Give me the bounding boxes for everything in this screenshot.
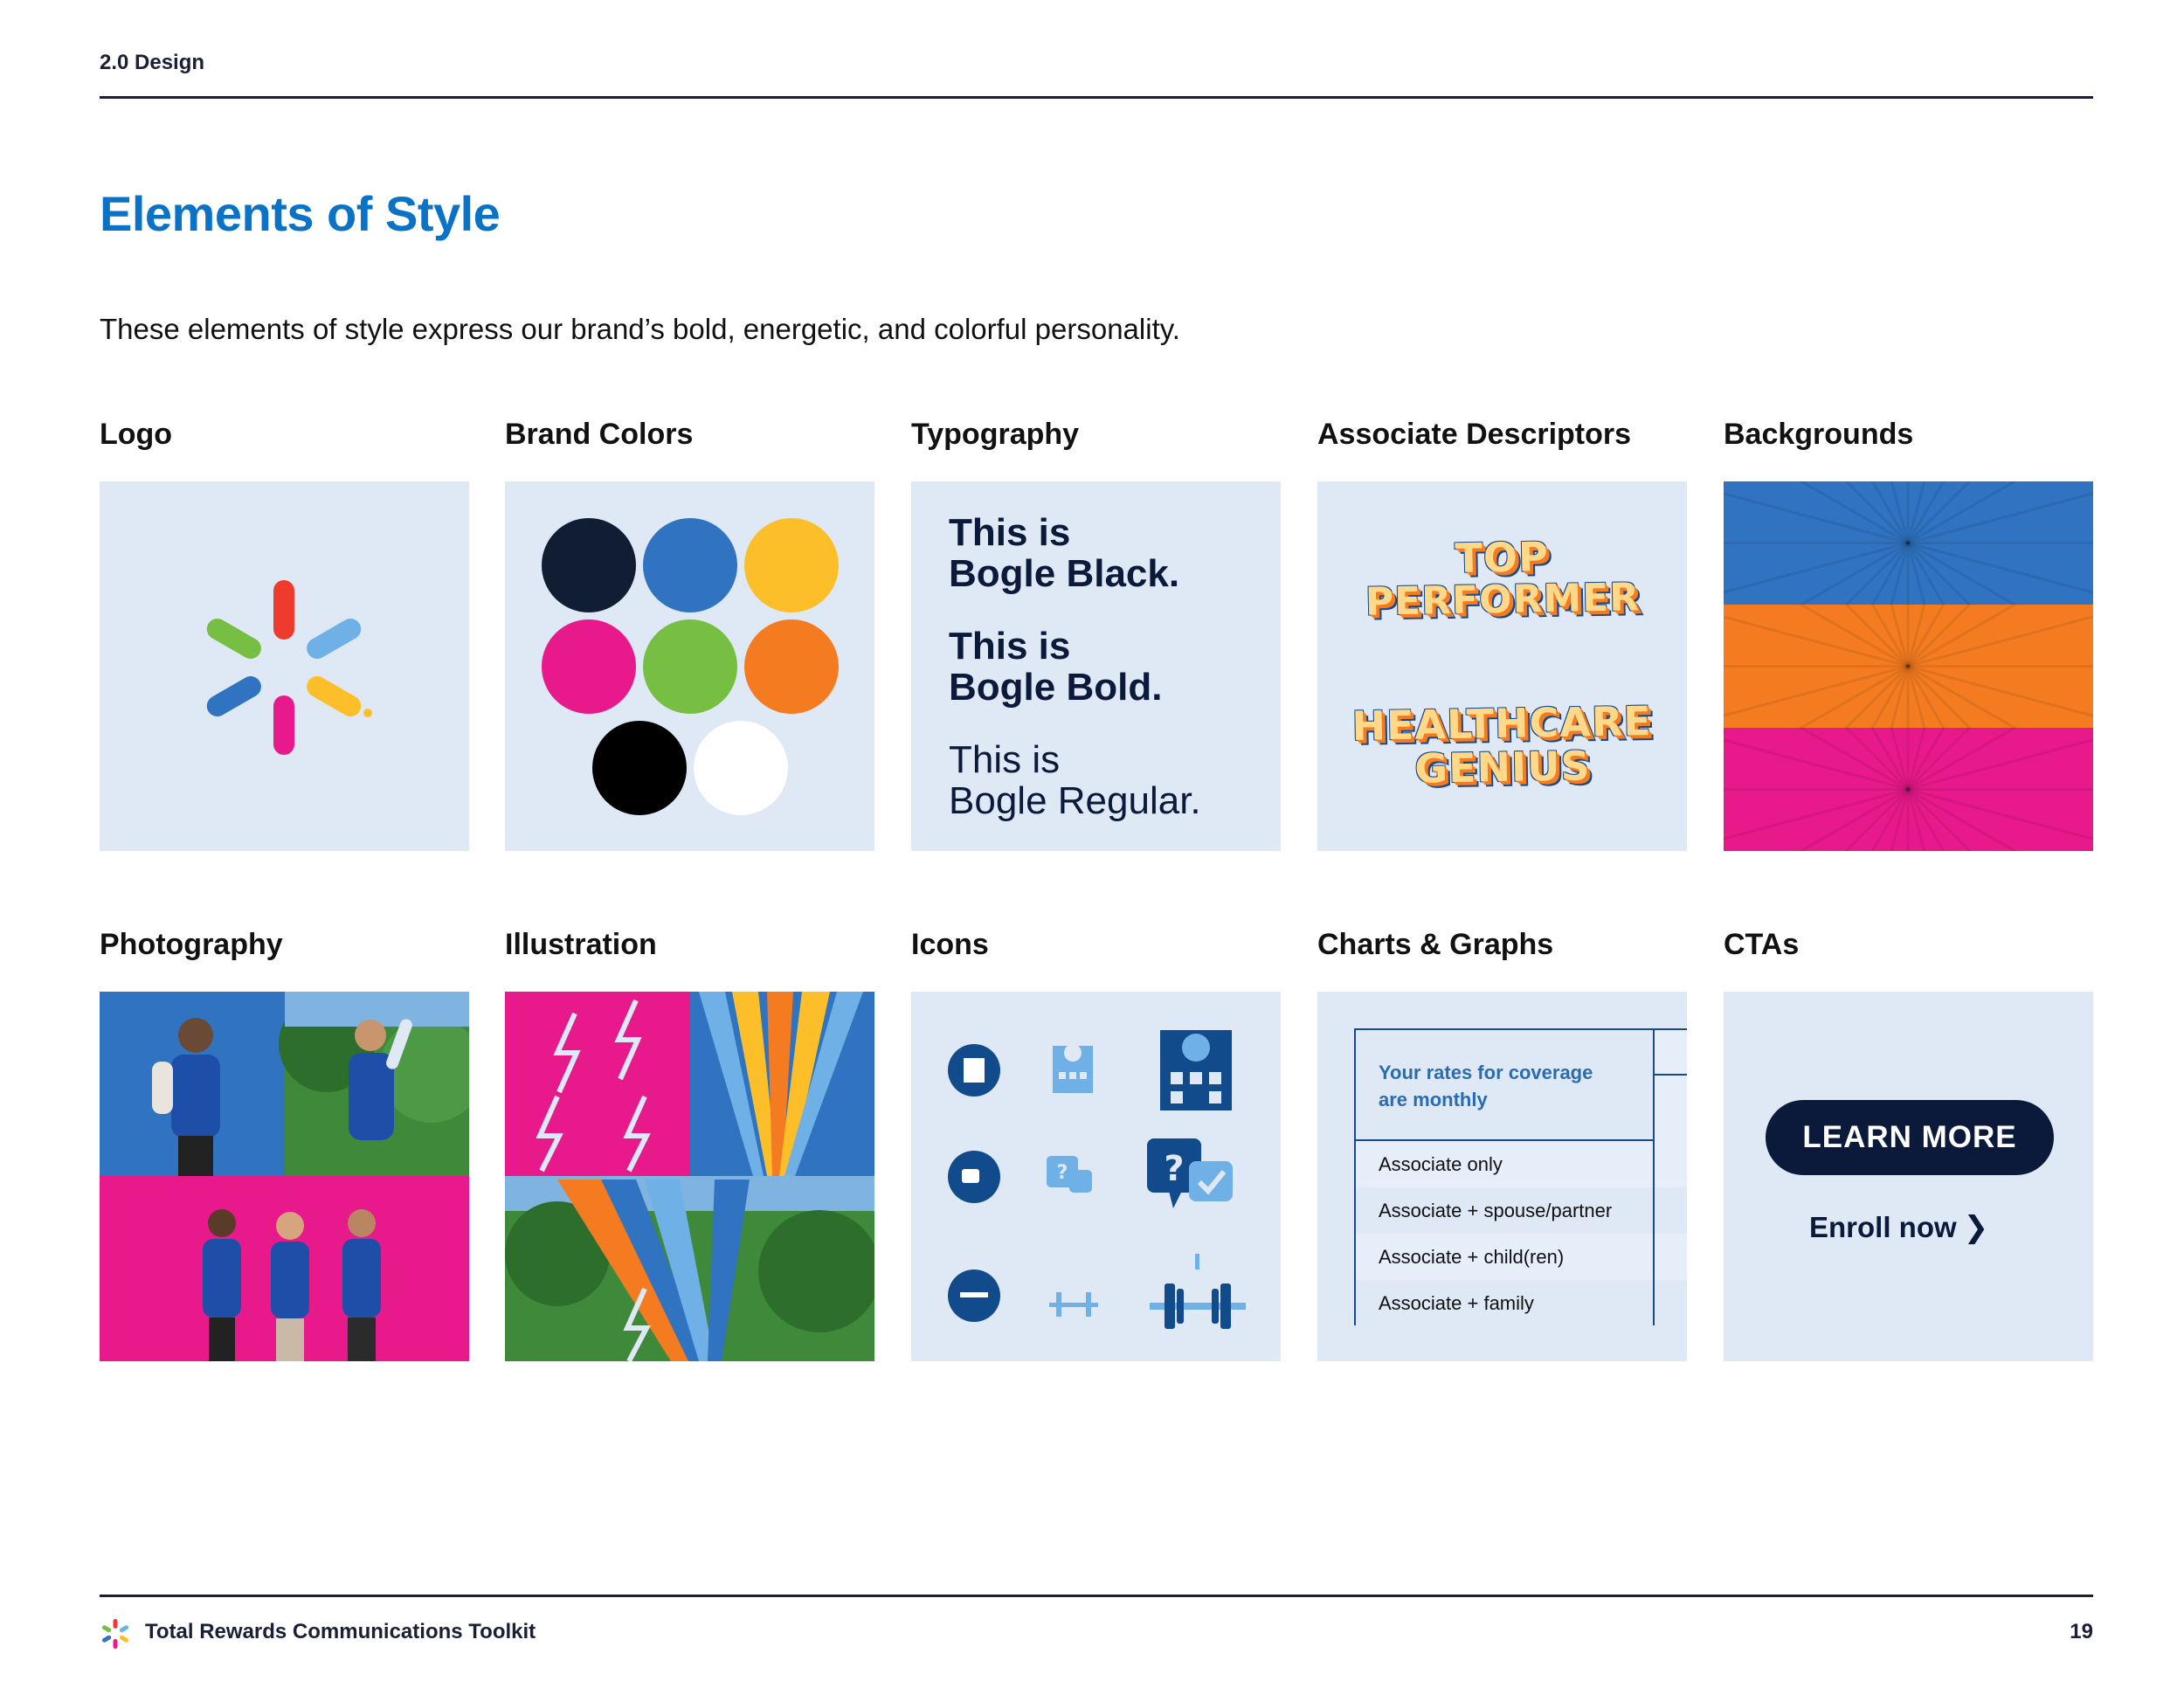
charts-tile [1317, 992, 1687, 1361]
rates-table [1354, 1028, 1687, 1325]
descriptor-healthcare-genius [1317, 696, 1687, 793]
rates-table-divider [1653, 1074, 1687, 1076]
ctas-tile [1724, 992, 2093, 1361]
rates-row-cell [1655, 1187, 1687, 1234]
rates-row: Associate + spouse/partner [1356, 1187, 1653, 1234]
fitness-circle-icon [948, 1269, 1000, 1322]
question-large-icon [1147, 1138, 1233, 1208]
color-swatch [744, 619, 839, 714]
ctas-heading: CTAs [1724, 928, 1800, 961]
hospital-small-icon [1053, 1044, 1093, 1093]
backgrounds-heading: Backgrounds [1724, 418, 1914, 451]
charts-heading: Charts & Graphs [1317, 928, 1554, 961]
photography-tile [100, 992, 469, 1361]
typography-heading: Typography [911, 418, 1080, 451]
color-swatch [592, 721, 687, 815]
descriptors-heading: Associate Descriptors [1317, 418, 1632, 451]
page-title: Elements of Style [100, 186, 501, 241]
color-swatch [643, 518, 737, 612]
descriptor-top: TOP [1455, 533, 1550, 582]
bogle-regular-line-2: Bogle Regular. [949, 778, 1201, 822]
enroll-now-link[interactable] [1809, 1210, 1988, 1245]
descriptor-genius: GENIUS [1413, 742, 1592, 792]
typography-tile [911, 481, 1281, 851]
descriptor-healthcare: HEALTHCARE [1351, 697, 1653, 750]
rates-row: Associate + child(ren) [1379, 1246, 1565, 1268]
fitness-large-icon [1150, 1254, 1246, 1329]
footer-title: Total Rewards Communications Toolkit [145, 1620, 536, 1643]
bogle-bold-line-2: Bogle Bold. [949, 665, 1163, 709]
color-swatch [542, 619, 636, 714]
bogle-regular-sample [949, 740, 1201, 821]
bogle-black-line-1: This is [949, 511, 1071, 554]
rates-table-header-text: Your rates for coverage are monthly [1379, 1062, 1593, 1110]
color-swatch [694, 721, 788, 815]
fitness-small-icon [1049, 1292, 1098, 1317]
color-swatch [643, 619, 737, 714]
spark-logo-icon [100, 481, 469, 851]
hospital-circle-icon [948, 1044, 1000, 1097]
footer-divider [100, 1595, 2093, 1597]
learn-more-button[interactable]: LEARN MORE [1766, 1100, 2054, 1175]
rates-row: Associate only [1379, 1153, 1503, 1175]
icons-tile [911, 992, 1281, 1361]
svg-text:?: ? [1164, 1149, 1185, 1189]
burst-backgrounds [1724, 481, 2093, 851]
rates-table-header [1356, 1030, 1653, 1141]
chevron-right-icon: ❯ [1963, 1211, 1989, 1244]
bogle-bold-sample [949, 626, 1162, 708]
rates-row-cell [1655, 1280, 1687, 1326]
hospital-large-icon [1160, 1030, 1232, 1110]
illustration-heading: Illustration [505, 928, 657, 961]
brand-colors-heading: Brand Colors [505, 418, 694, 451]
svg-text:?: ? [1056, 1162, 1068, 1184]
bogle-regular-line-1: This is [949, 738, 1061, 781]
question-small-icon [1047, 1156, 1092, 1193]
header-divider [100, 96, 2093, 99]
brand-colors-tile [505, 481, 874, 851]
question-circle-icon [948, 1151, 1000, 1203]
page-number: 19 [2070, 1620, 2093, 1643]
icons-grid [911, 992, 1281, 1361]
descriptor-top-performer [1317, 530, 1687, 625]
rates-row: Associate + family [1356, 1280, 1653, 1326]
illustration-collage [505, 992, 874, 1361]
spark-logo-small-icon [100, 1618, 131, 1650]
section-label: 2.0 Design [100, 51, 205, 74]
bogle-bold-line-1: This is [949, 625, 1071, 668]
photography-heading: Photography [100, 928, 283, 961]
illustration-tile [505, 992, 874, 1361]
icons-heading: Icons [911, 928, 989, 961]
backgrounds-tile [1724, 481, 2093, 851]
intro-text: These elements of style express our brand’s bold, energetic, and colorful personality. [100, 313, 1180, 345]
descriptors-tile [1317, 481, 1687, 851]
logo-heading: Logo [100, 418, 173, 451]
bogle-black-line-2: Bogle Black. [949, 551, 1180, 595]
descriptor-performer: PERFORMER [1365, 575, 1641, 625]
color-swatch [744, 518, 839, 612]
photo-collage [100, 992, 469, 1361]
color-swatch [542, 518, 636, 612]
logo-tile [100, 481, 469, 851]
bogle-black-sample [949, 513, 1179, 594]
enroll-now-label: Enroll now [1809, 1211, 1957, 1243]
